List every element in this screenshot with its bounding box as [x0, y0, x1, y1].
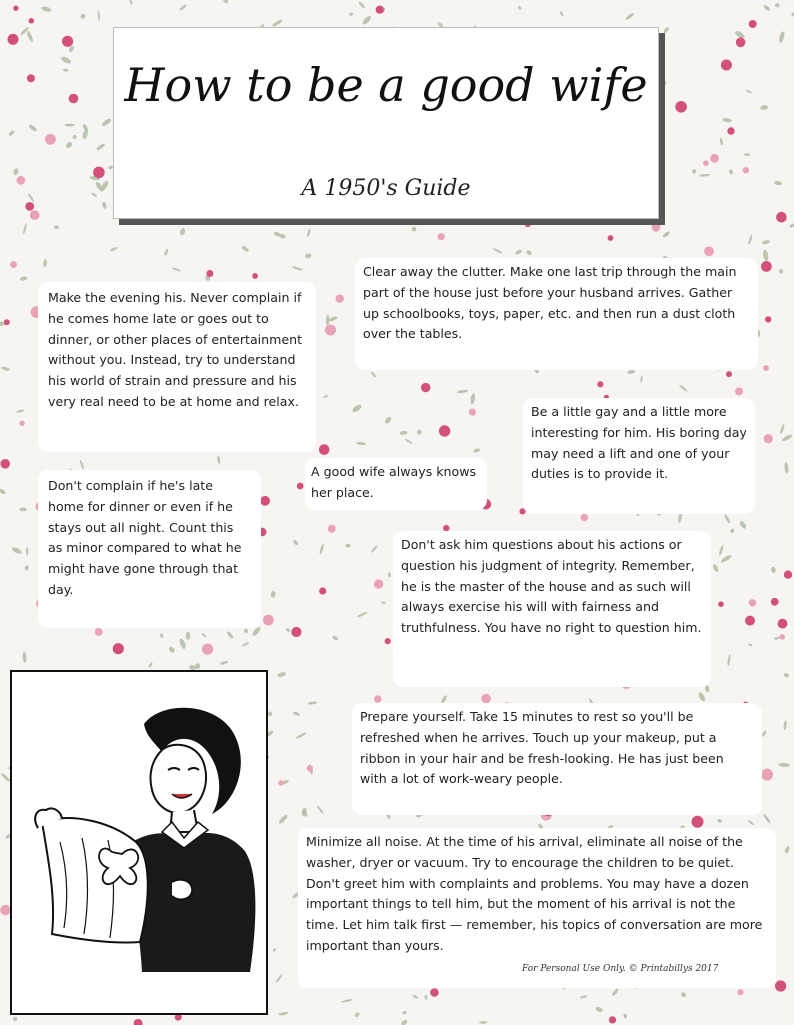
leaf-decoration [41, 6, 52, 13]
leaf-decoration [19, 507, 27, 511]
flower-decoration [609, 1016, 616, 1023]
flower-decoration [69, 94, 79, 104]
leaf-decoration [778, 31, 785, 43]
leaf-decoration [763, 4, 771, 12]
flower-decoration [291, 627, 301, 637]
leaf-decoration [79, 460, 84, 470]
leaf-decoration [784, 462, 789, 473]
leaf-decoration [680, 991, 687, 998]
leaf-decoration [110, 246, 118, 252]
leaf-decoration [13, 168, 20, 176]
flower-decoration [374, 579, 383, 588]
leaf-decoration [160, 633, 164, 639]
leaf-decoration [370, 545, 378, 554]
leaf-decoration [278, 814, 289, 825]
leaf-decoration [727, 654, 731, 666]
leaf-decoration [762, 240, 771, 245]
leaf-decoration [60, 55, 72, 65]
flower-decoration [374, 695, 381, 702]
leaf-decoration [745, 89, 752, 94]
flower-decoration [27, 74, 35, 82]
leaf-decoration [220, 660, 229, 665]
leaf-decoration [416, 429, 422, 436]
flower-decoration [608, 235, 614, 241]
leaf-decoration [411, 226, 418, 233]
leaf-decoration [54, 225, 59, 229]
flower-decoration [743, 167, 749, 173]
flower-decoration [25, 202, 34, 211]
leaf-decoration [479, 1021, 487, 1024]
flower-decoration [745, 616, 755, 626]
leaf-decoration [779, 424, 785, 435]
leaf-decoration [80, 13, 87, 20]
leaf-decoration [762, 249, 769, 261]
flower-decoration [776, 212, 787, 223]
flower-decoration [278, 780, 283, 785]
flower-decoration [778, 619, 788, 629]
leaf-decoration [473, 448, 481, 453]
leaf-decoration [307, 228, 311, 237]
leaf-decoration [783, 720, 787, 730]
leaf-decoration [20, 276, 28, 281]
leaf-decoration [662, 81, 667, 86]
leaf-decoration [712, 563, 719, 572]
leaf-decoration [179, 227, 186, 235]
tip-be-gay: Be a little gay and a little more interesting for him. His boring day may need a lift and one of your duties is to provide it. [523, 398, 755, 514]
flower-decoration [29, 18, 35, 24]
leaf-decoration [11, 546, 23, 555]
flower-decoration [761, 769, 773, 781]
leaf-decoration [623, 1013, 627, 1019]
flower-decoration [481, 694, 491, 704]
retro-woman-illustration-icon [12, 672, 266, 1013]
leaf-decoration [763, 813, 772, 824]
leaf-decoration [625, 12, 635, 21]
leaf-decoration [358, 1, 366, 9]
leaf-decoration [774, 636, 780, 640]
illustration-frame [10, 670, 268, 1015]
leaf-decoration [241, 245, 250, 253]
leaf-decoration [729, 169, 734, 175]
leaf-decoration [705, 685, 710, 692]
tip-evening-his: Make the evening his. Never complain if he comes home late or goes out to dinner, or other places of entertainment without you. Instead, try to understand his world of strain and pressure and his very real need to be at home and relax. [38, 282, 316, 452]
leaf-decoration [28, 123, 38, 132]
flower-decoration [336, 295, 344, 303]
leaf-decoration [316, 805, 324, 814]
flower-decoration [307, 765, 313, 771]
flower-decoration [581, 514, 589, 522]
flower-decoration [13, 6, 18, 11]
copyright-note: For Personal Use Only. © Printabillys 2017 [522, 964, 719, 974]
leaf-decoration [492, 247, 503, 254]
flower-decoration [0, 459, 10, 469]
flower-decoration [692, 816, 704, 828]
leaf-decoration [559, 11, 564, 17]
leaf-decoration [63, 68, 69, 71]
leaf-decoration [692, 169, 696, 174]
flower-decoration [439, 425, 450, 436]
leaf-decoration [424, 995, 427, 1000]
leaf-decoration [781, 433, 793, 442]
flower-decoration [784, 571, 792, 579]
leaf-decoration [774, 180, 782, 185]
leaf-decoration [470, 393, 476, 405]
leaf-decoration [24, 565, 29, 571]
leaf-decoration [292, 711, 300, 716]
flower-decoration [779, 634, 785, 640]
leaf-decoration [595, 1006, 604, 1013]
leaf-decoration [222, 0, 230, 4]
leaf-decoration [729, 528, 735, 534]
leaf-decoration [526, 249, 533, 256]
leaf-decoration [662, 230, 671, 238]
flower-decoration [763, 365, 769, 371]
flower-decoration [710, 154, 719, 163]
leaf-decoration [72, 134, 78, 140]
flower-decoration [652, 223, 661, 232]
tip-prepare: Prepare yourself. Take 15 minutes to rest so you'll be refreshed when he arrives. Touch up your makeup, put a ribbon in your hair and be fresh-looking. He has just been with a lot of work-weary people. [352, 703, 762, 815]
flower-decoration [8, 34, 19, 45]
flower-decoration [319, 444, 330, 455]
leaf-decoration [748, 820, 755, 826]
leaf-decoration [679, 384, 689, 392]
leaf-decoration [16, 409, 25, 413]
leaf-decoration [101, 117, 112, 127]
leaf-decoration [611, 988, 619, 997]
leaf-decoration [168, 646, 176, 654]
leaf-decoration [332, 635, 339, 641]
flower-decoration [252, 273, 258, 279]
leaf-decoration [186, 632, 191, 640]
flower-decoration [749, 20, 757, 28]
leaf-decoration [783, 672, 790, 678]
flower-decoration [19, 421, 24, 426]
leaf-decoration [96, 143, 106, 152]
leaf-decoration [402, 1010, 407, 1014]
leaf-decoration [771, 567, 776, 573]
leaf-decoration [291, 266, 303, 272]
flower-decoration [376, 6, 384, 14]
leaf-decoration [172, 267, 182, 272]
leaf-decoration [43, 259, 47, 267]
leaf-decoration [341, 998, 353, 1003]
leaf-decoration [164, 248, 170, 256]
leaf-decoration [717, 818, 723, 823]
flower-decoration [297, 483, 304, 490]
tip-dont-ask: Don't ask him questions about his actions or question his judgment of integrity. Remember, he is the master of the house and as such will always exercise his will with fairness and truthfulness. You have no right to question him. [393, 531, 711, 687]
leaf-decoration [1, 366, 10, 372]
flower-decoration [771, 598, 779, 606]
flower-decoration [597, 381, 603, 387]
leaf-decoration [285, 628, 290, 633]
leaf-decoration [370, 371, 377, 378]
flower-decoration [328, 525, 336, 533]
flower-decoration [736, 38, 746, 48]
flower-decoration [260, 496, 270, 506]
page-subtitle: A 1950's Guide [301, 176, 471, 201]
leaf-decoration [82, 129, 89, 140]
leaf-decoration [179, 4, 188, 12]
leaf-decoration [178, 638, 187, 650]
leaf-decoration [720, 554, 732, 564]
tip-minimize-noise: Minimize all noise. At the time of his arrival, eliminate all noise of the washer, dryer or vacuum. Try to encourage the children to be quiet. Don't greet him with complaints and problems. You may have a dozen important things to tell him, but the moment of his arrival is not the time. Let him talk first — remember, his topics of conversation are more important than yours. [298, 828, 776, 988]
leaf-decoration [775, 3, 780, 7]
leaf-decoration [356, 611, 368, 618]
leaf-decoration [305, 253, 312, 259]
flower-decoration [764, 434, 773, 443]
tip-her-place: A good wife always knows her place. [305, 458, 487, 510]
leaf-decoration [748, 643, 753, 647]
leaf-decoration [65, 141, 73, 149]
leaf-decoration [278, 1011, 289, 1016]
flower-decoration [737, 989, 743, 995]
leaf-decoration [778, 268, 784, 274]
flower-decoration [721, 60, 732, 71]
leaf-decoration [400, 1019, 408, 1025]
leaf-decoration [719, 137, 723, 145]
tip-dont-complain: Don't complain if he's late home for dinner or even if he stays out all night. Count this as minor compared to what he might have gone through that day. [38, 470, 261, 628]
flower-decoration [675, 101, 687, 113]
leaf-decoration [26, 30, 34, 42]
leaf-decoration [724, 514, 732, 524]
page-title: How to be a good wife [124, 58, 648, 112]
leaf-decoration [457, 389, 469, 394]
leaf-decoration [91, 192, 98, 197]
leaf-decoration [22, 652, 27, 663]
leaf-decoration [270, 590, 276, 598]
leaf-decoration [243, 628, 248, 634]
leaf-decoration [319, 543, 325, 554]
leaf-decoration [277, 671, 286, 678]
leaf-decoration [627, 369, 635, 374]
leaf-decoration [789, 223, 794, 228]
leaf-decoration [640, 375, 643, 383]
leaf-decoration [97, 10, 100, 21]
flower-decoration [319, 587, 326, 594]
leaf-decoration [356, 442, 366, 446]
leaf-decoration [23, 223, 28, 234]
flower-decoration [202, 644, 213, 655]
leaf-decoration [351, 403, 363, 413]
flower-decoration [735, 387, 743, 395]
leaf-decoration [514, 249, 522, 255]
flower-decoration [206, 270, 213, 277]
flower-decoration [17, 176, 26, 185]
leaf-decoration [13, 1017, 18, 1022]
leaf-decoration [295, 732, 307, 740]
leaf-decoration [201, 633, 206, 638]
leaf-decoration [404, 438, 413, 445]
leaf-decoration [328, 316, 338, 323]
leaf-decoration [292, 539, 299, 546]
leaf-decoration [778, 763, 790, 768]
flower-decoration [45, 134, 56, 145]
flower-decoration [95, 628, 103, 636]
leaf-decoration [760, 105, 768, 110]
leaf-decoration [384, 416, 393, 425]
leaf-decoration [748, 234, 753, 245]
leaf-decoration [354, 1011, 361, 1017]
leaf-decoration [242, 642, 250, 647]
flower-decoration [727, 127, 734, 134]
leaf-decoration [659, 183, 665, 188]
flower-decoration [718, 601, 724, 607]
flower-decoration [30, 210, 40, 220]
leaf-decoration [268, 711, 273, 716]
leaf-decoration [27, 193, 34, 203]
flower-decoration [765, 316, 771, 322]
flower-decoration [704, 246, 714, 256]
title-card [113, 27, 659, 219]
leaf-decoration [128, 0, 133, 6]
leaf-decoration [697, 691, 706, 702]
tip-clear-clutter: Clear away the clutter. Make one last trip through the main part of the house just before your husband arrives. Gather up schoolbooks, toys, paper, etc. and then run a dust cloth over the tables. [355, 258, 758, 370]
leaf-decoration [102, 201, 108, 209]
leaf-decoration [718, 545, 724, 556]
flower-decoration [62, 36, 73, 47]
leaf-decoration [275, 974, 283, 984]
flower-decoration [263, 615, 274, 626]
leaf-decoration [388, 572, 392, 577]
leaf-decoration [739, 520, 748, 530]
flower-decoration [113, 643, 124, 654]
leaf-decoration [412, 994, 419, 999]
leaf-decoration [323, 395, 329, 399]
flower-decoration [749, 599, 756, 606]
flower-decoration [775, 980, 786, 991]
leaf-decoration [307, 701, 317, 705]
flower-decoration [93, 167, 105, 179]
leaf-decoration [699, 174, 710, 178]
flower-decoration [703, 160, 709, 166]
flower-decoration [430, 988, 439, 997]
leaf-decoration [345, 544, 351, 548]
leaf-decoration [663, 26, 670, 34]
leaf-decoration [272, 948, 277, 953]
flower-decoration [525, 221, 531, 227]
leaf-decoration [8, 130, 15, 137]
flower-decoration [761, 261, 772, 272]
flower-decoration [325, 325, 336, 336]
flower-decoration [10, 261, 17, 268]
leaf-decoration [26, 547, 28, 556]
leaf-decoration [226, 631, 234, 640]
flower-decoration [4, 319, 10, 325]
leaf-decoration [349, 12, 354, 17]
leaf-decoration [744, 153, 750, 156]
leaf-decoration [580, 995, 588, 999]
leaf-decoration [381, 601, 386, 604]
leaf-decoration [65, 124, 75, 127]
leaf-decoration [722, 117, 732, 123]
flower-decoration [134, 1019, 143, 1025]
flower-decoration [385, 638, 391, 644]
flower-decoration [726, 371, 732, 377]
leaf-decoration [148, 662, 153, 668]
flower-decoration [469, 409, 476, 416]
flower-decoration [438, 233, 445, 240]
leaf-decoration [361, 15, 372, 26]
leaf-decoration [0, 488, 6, 495]
leaf-decoration [517, 5, 522, 10]
leaf-decoration [399, 430, 408, 435]
flower-decoration [421, 383, 430, 392]
leaf-decoration [784, 846, 790, 854]
leaf-decoration [217, 456, 221, 464]
